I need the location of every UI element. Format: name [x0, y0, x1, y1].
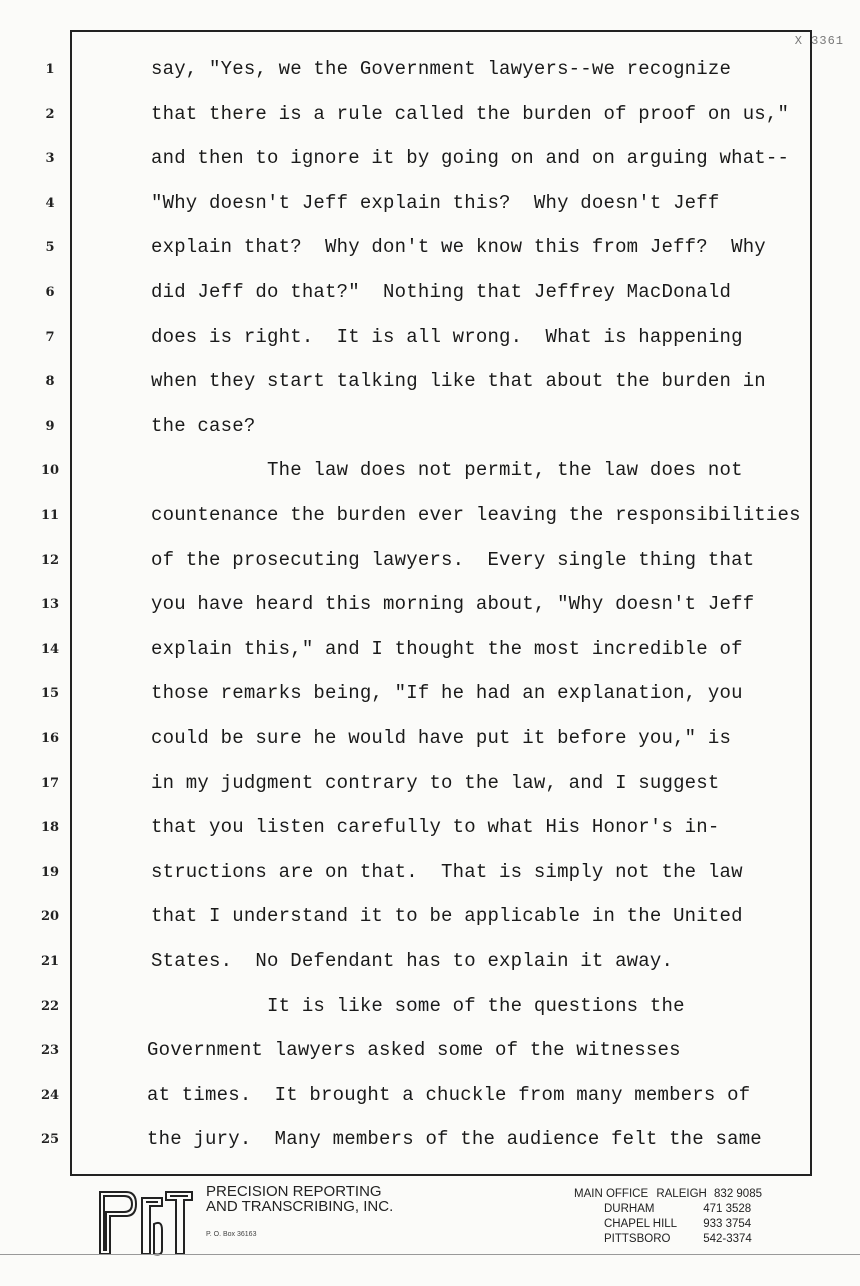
transcript-line: structions are on that. That is simply not the law: [151, 860, 743, 883]
line-number: 18: [40, 820, 60, 836]
office-row-main: [574, 1188, 762, 1203]
line-number: 21: [40, 954, 60, 969]
transcript-line: the case?: [151, 414, 256, 437]
line-number: 9: [45, 418, 55, 434]
line-number: 13: [40, 597, 60, 613]
transcript-line: does is right. It is all wrong. What is happening: [151, 325, 743, 348]
office-row: [574, 1203, 762, 1218]
transcript-line: that you listen carefully to what His Honor's in-: [151, 816, 720, 839]
line-number: 3: [45, 151, 55, 167]
office-city: DURHAM: [604, 1203, 655, 1215]
office-city: RALEIGH: [656, 1188, 707, 1200]
transcript-line: did Jeff do that?" Nothing that Jeffrey MacDonald: [151, 281, 732, 303]
transcript-line: States. No Defendant has to explain it away.: [151, 950, 674, 972]
transcript-line: explain that? Why don't we know this from Jeff? Why: [151, 236, 766, 259]
line-number: 12: [40, 552, 60, 568]
line-number: 11: [40, 508, 60, 523]
office-phone: 542-3374: [703, 1233, 752, 1245]
office-city: CHAPEL HILL: [604, 1218, 678, 1230]
company-block: [206, 1184, 393, 1239]
company-name-line2: AND TRANSCRIBING, INC.: [206, 1198, 394, 1215]
office-row: [574, 1233, 762, 1248]
transcript-line: and then to ignore it by going on and on arguing what--: [151, 147, 790, 170]
bottom-rule: [0, 1254, 860, 1255]
transcript-line: explain this," and I thought the most incredible of: [151, 637, 743, 660]
line-number: 23: [40, 1043, 60, 1059]
transcript-line: could be sure he would have put it before you," is: [151, 727, 732, 749]
line-number: 15: [40, 686, 60, 702]
office-phone: 471 3528: [703, 1203, 752, 1215]
transcript-line: countenance the burden ever leaving the responsibilities: [151, 504, 801, 526]
margin-rule: [70, 30, 72, 1174]
office-city: PITTSBORO: [604, 1233, 671, 1245]
line-number: 24: [40, 1087, 60, 1103]
company-address: P. O. Box 36163: [206, 1231, 257, 1238]
transcript-line: the jury. Many members of the audience felt the same: [147, 1128, 762, 1151]
line-number: 4: [45, 195, 55, 211]
transcript-line: of the prosecuting lawyers. Every single thing that: [151, 548, 755, 571]
line-number: 2: [45, 106, 55, 122]
line-number: 19: [40, 864, 60, 880]
transcript-line: that there is a rule called the burden of proof on us,": [151, 102, 790, 125]
line-number: 25: [40, 1132, 60, 1148]
transcript-line: when they start talking like that about the burden in: [151, 370, 766, 393]
transcript-line: say, "Yes, we the Government lawyers--we recognize: [151, 58, 732, 80]
company-name-line1: PRECISION REPORTING: [206, 1183, 382, 1200]
line-number: 16: [40, 731, 60, 746]
main-office-label: MAIN OFFICE: [574, 1188, 649, 1200]
line-number: 20: [40, 909, 60, 925]
page-stamp: X 3361: [794, 34, 844, 48]
office-phone: 832 9085: [714, 1188, 762, 1200]
office-row: [574, 1218, 762, 1233]
line-number: 10: [40, 463, 60, 479]
line-number: 6: [45, 285, 55, 300]
transcript-line: you have heard this morning about, "Why doesn't Jeff: [151, 593, 755, 616]
company-logo: [96, 1184, 196, 1260]
transcript-line: The law does not permit, the law does not: [151, 459, 743, 482]
line-number: 5: [45, 240, 55, 256]
transcript-line: in my judgment contrary to the law, and I suggest: [151, 771, 720, 794]
office-list: [574, 1188, 762, 1248]
line-number: 22: [40, 998, 60, 1014]
line-number: 8: [45, 374, 55, 390]
transcript-line: Government lawyers asked some of the witnesses: [147, 1039, 681, 1062]
transcript-line: that I understand it to be applicable in the United: [151, 905, 743, 928]
line-number: 14: [40, 641, 60, 657]
transcript-line: those remarks being, "If he had an explanation, you: [151, 682, 743, 705]
transcript-line: at times. It brought a chuckle from many members of: [147, 1083, 751, 1106]
line-number: 17: [40, 775, 60, 791]
line-number: 1: [45, 62, 55, 77]
transcript-line: It is like some of the questions the: [151, 994, 685, 1017]
line-number: 7: [45, 329, 55, 345]
footer: [0, 1180, 860, 1280]
transcript-line: "Why doesn't Jeff explain this? Why doesn't Jeff: [151, 191, 720, 214]
office-phone: 933 3754: [703, 1218, 752, 1230]
